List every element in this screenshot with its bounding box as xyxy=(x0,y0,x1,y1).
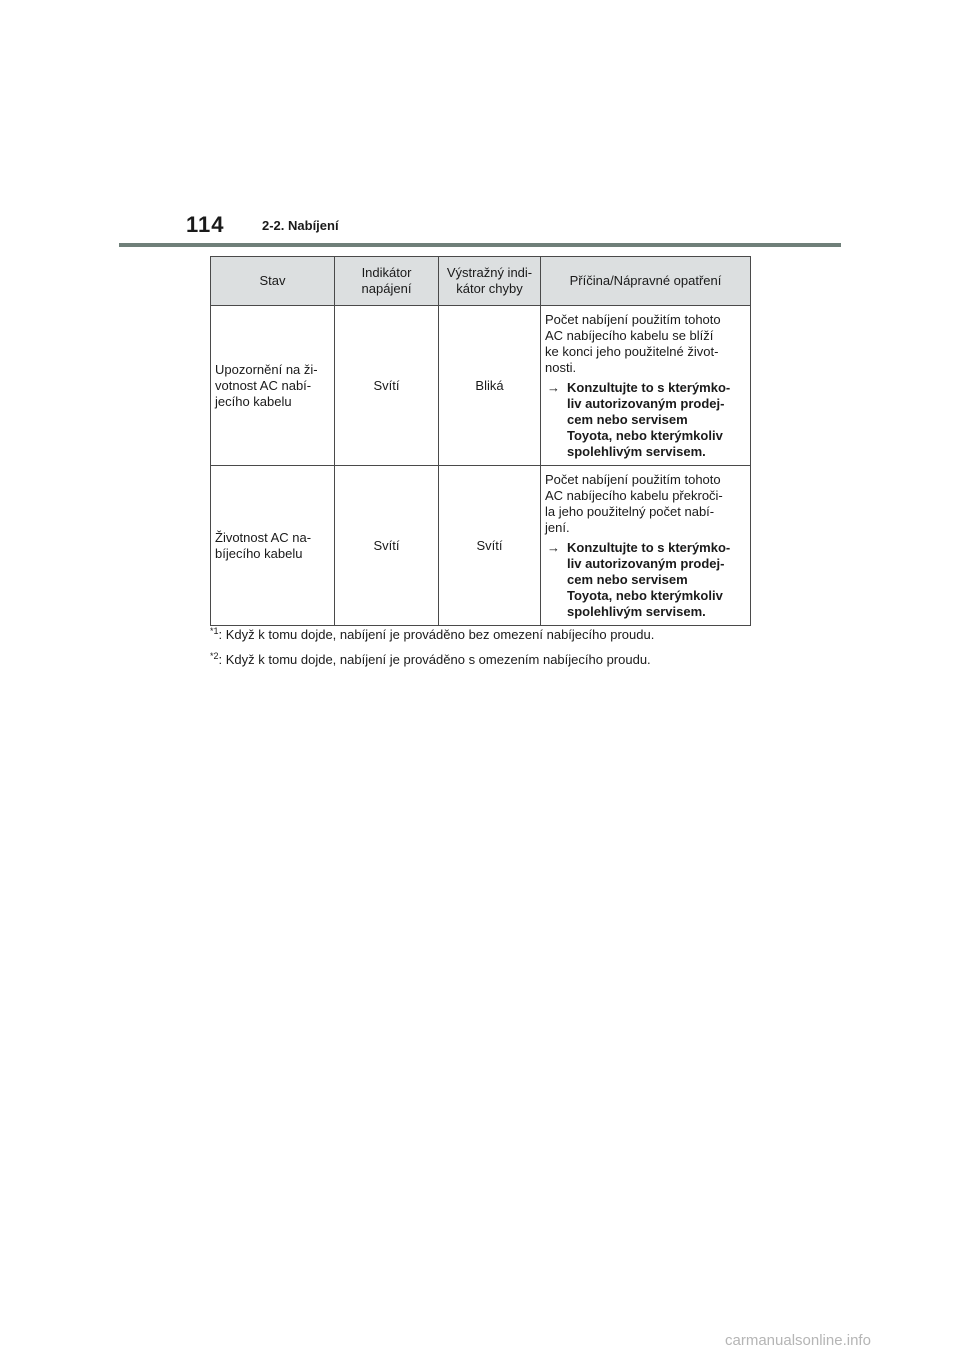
action-text: Konzultujte to s kterýmko- liv autorizovaným prodej- cem nebo servisem Toyota, nebo kterýmkoliv spolehlivým servisem. xyxy=(567,539,731,619)
cause-action-cell xyxy=(541,466,751,626)
arrow-icon: → xyxy=(547,379,560,395)
watermark: carmanualsonline.info xyxy=(725,1332,871,1349)
header-rule xyxy=(119,243,841,247)
section-title: 2-2. Nabíjení xyxy=(262,218,339,233)
column-header-state: Stav xyxy=(211,257,335,306)
warning-indicator-cell: Bliká xyxy=(439,306,541,466)
footnote-1 xyxy=(210,626,654,642)
footnote-text: : Když k tomu dojde, nabíjení je prováděno bez omezení nabíjecího proudu. xyxy=(218,627,655,642)
footnote-marker: *1 xyxy=(210,626,219,636)
cause-text: Počet nabíjení použitím tohoto AC nabíjecího kabelu se blíží ke konci jeho použitelné život- nosti. xyxy=(545,311,721,375)
action-item xyxy=(545,540,746,620)
column-header-power-indicator: Indikátor napájení xyxy=(335,257,439,306)
table-row xyxy=(211,466,751,626)
power-indicator-cell: Svítí xyxy=(335,306,439,466)
state-cell: Životnost AC na- bíjecího kabelu xyxy=(211,466,335,626)
table-row xyxy=(211,306,751,466)
cause-text: Počet nabíjení použitím tohoto AC nabíjecího kabelu překroči- la jeho použitelný počet nabí- jení. xyxy=(545,471,723,535)
action-text: Konzultujte to s kterýmko- liv autorizovaným prodej- cem nebo servisem Toyota, nebo kterýmkoliv spolehlivým servisem. xyxy=(567,379,731,459)
footnote-text: : Když k tomu dojde, nabíjení je prováděno s omezením nabíjecího proudu. xyxy=(218,652,651,667)
warning-indicator-cell: Svítí xyxy=(439,466,541,626)
footnote-marker: *2 xyxy=(210,651,219,661)
state-cell: Upozornění na ži- votnost AC nabí- jecího kabelu xyxy=(211,306,335,466)
cause-action-cell xyxy=(541,306,751,466)
column-header-cause-action: Příčina/Nápravné opatření xyxy=(541,257,751,306)
table-header-row xyxy=(211,257,751,306)
power-indicator-cell: Svítí xyxy=(335,466,439,626)
column-header-warning-indicator: Výstražný indi- kátor chyby xyxy=(439,257,541,306)
arrow-icon: → xyxy=(547,539,560,555)
action-item xyxy=(545,380,746,460)
footnote-2 xyxy=(210,651,651,667)
page-number: 114 xyxy=(186,212,225,237)
status-table xyxy=(210,256,751,626)
